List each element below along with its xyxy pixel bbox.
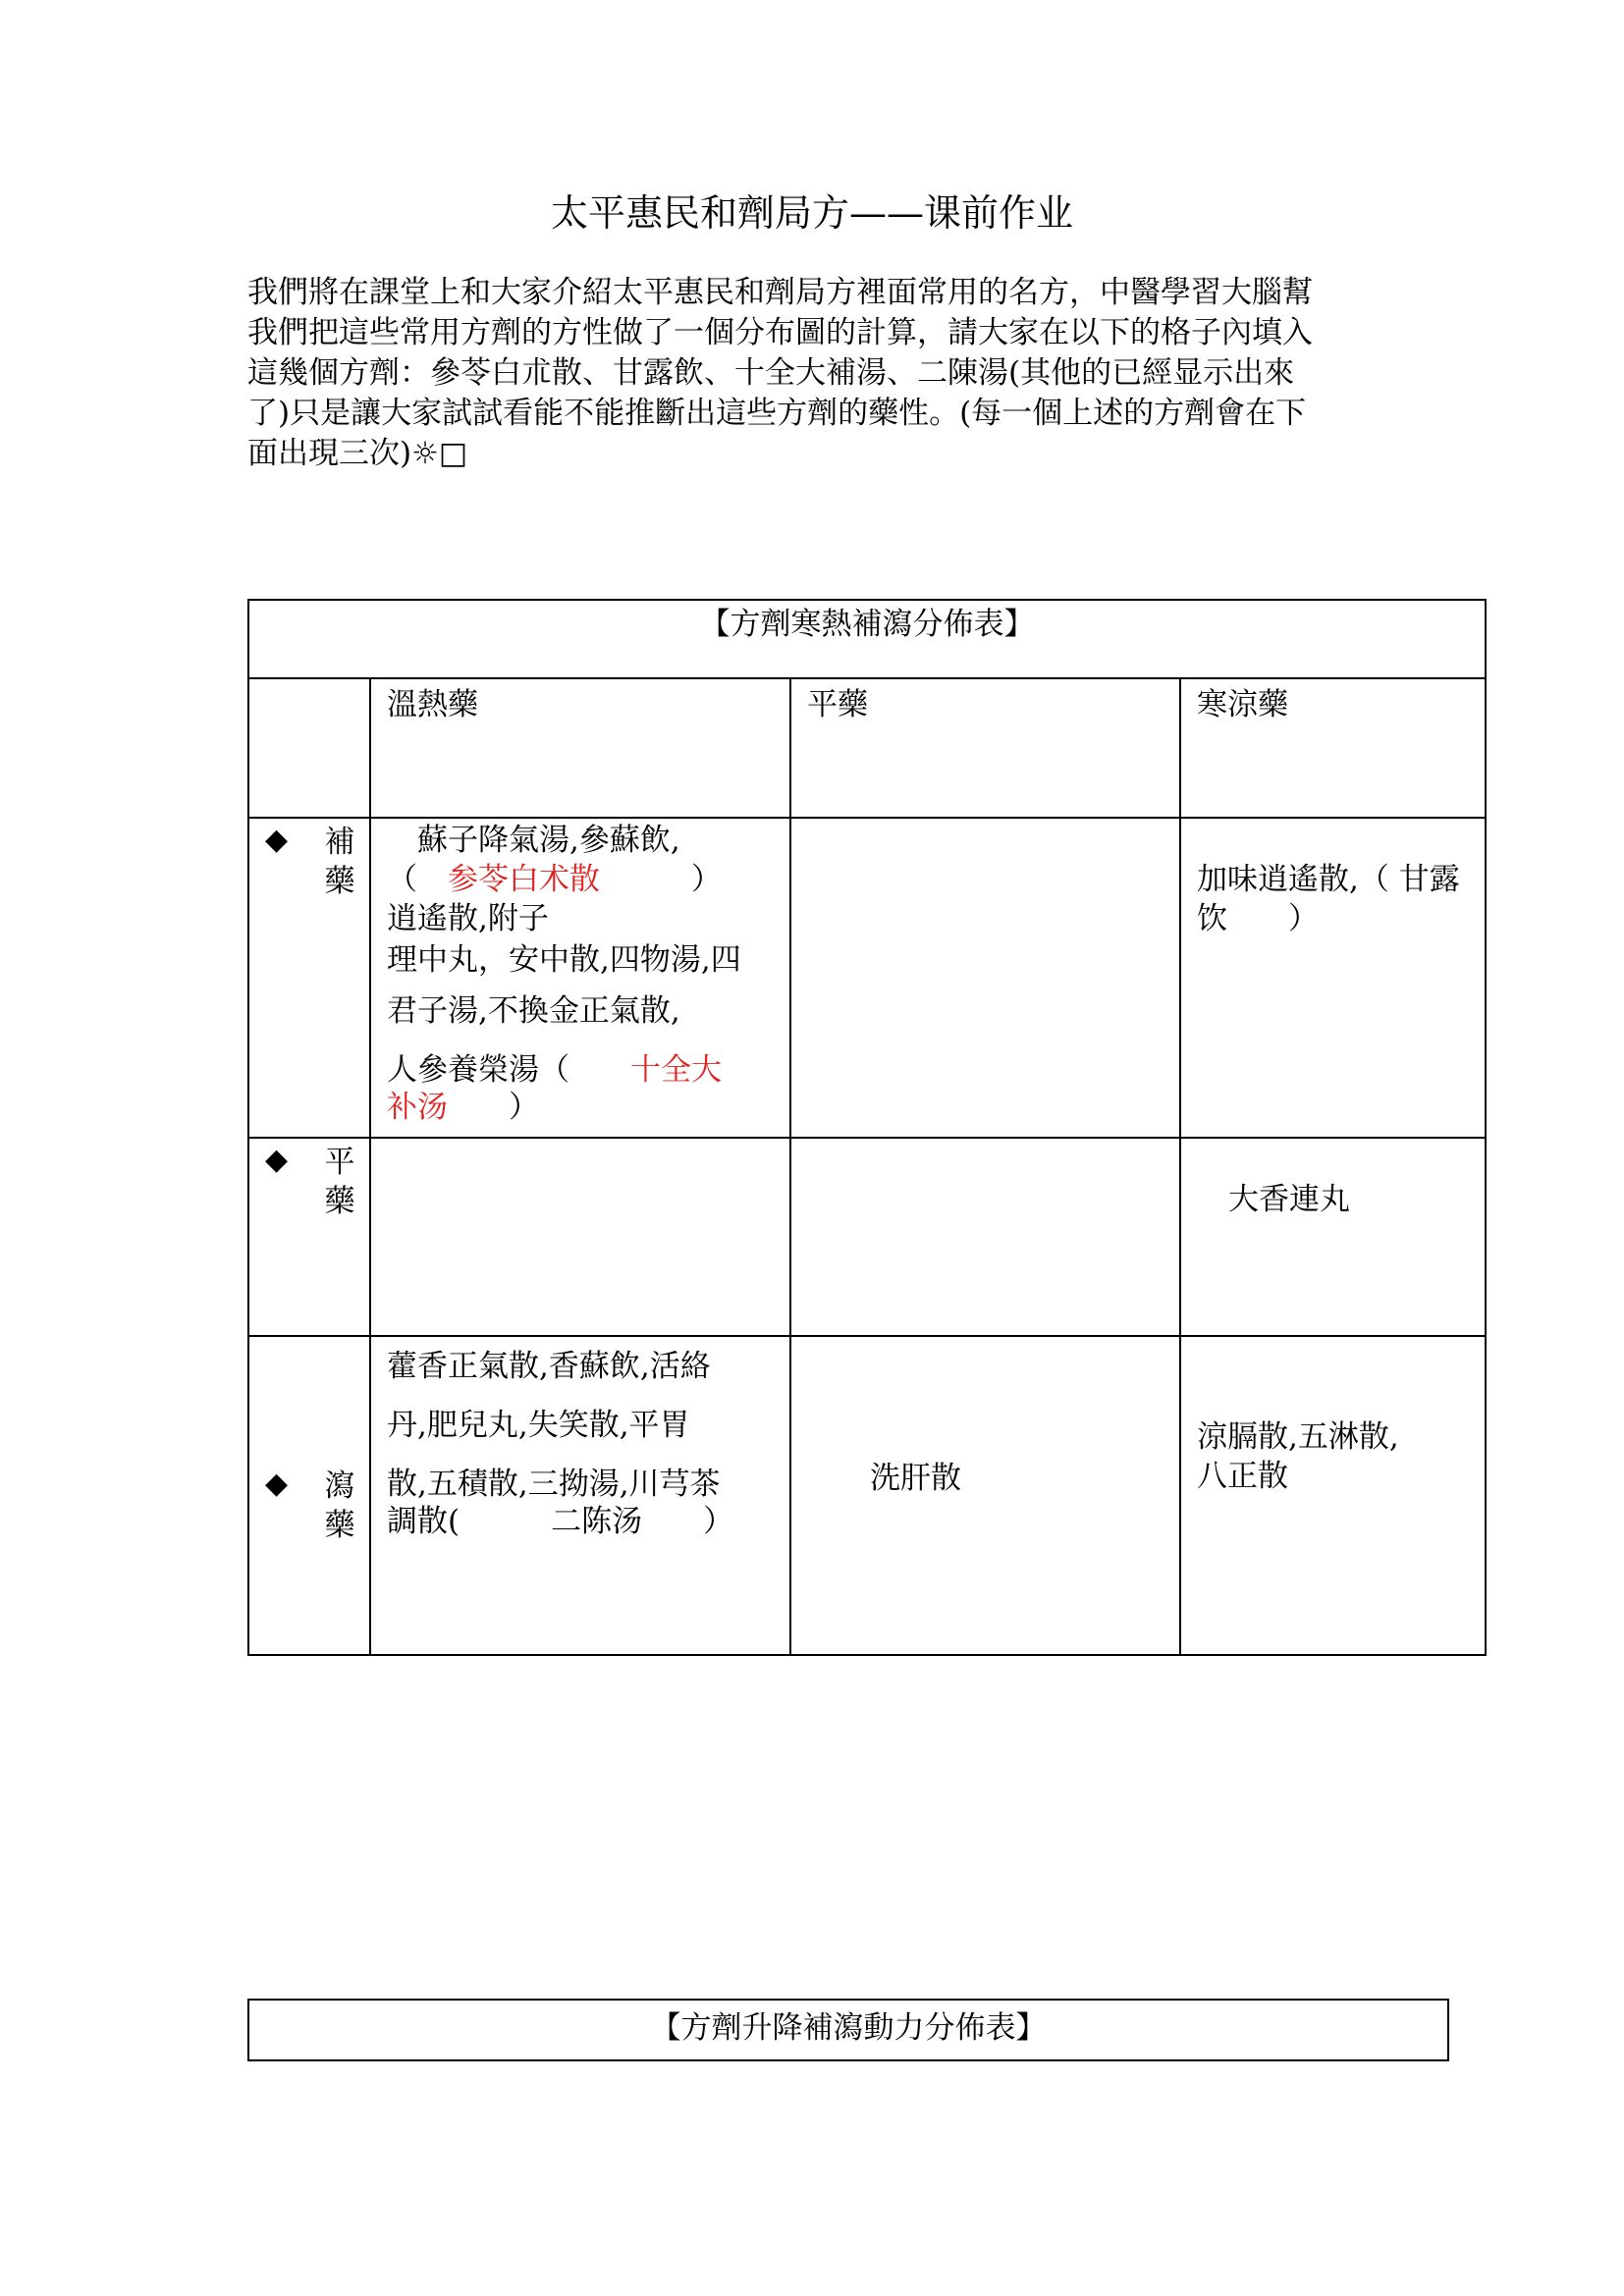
corner-cell xyxy=(248,678,370,818)
formula-distribution-table xyxy=(247,599,1487,1656)
page-title: 太平惠民和劑局方——课前作业 xyxy=(550,191,1073,235)
row-label-char: 藥 xyxy=(324,864,355,899)
cell-tonic-cold: 加味逍遙散,（ 甘露 饮 ） xyxy=(1180,818,1486,1138)
cell-neutral-cold: 大香連丸 xyxy=(1180,1138,1486,1336)
second-table-caption: 【方劑升降補瀉動力分佈表】 xyxy=(650,2010,1047,2046)
col-header-warm: 溫熱藥 xyxy=(370,678,790,818)
intro-line: 我們將在課堂上和大家介紹太平惠民和劑局方裡面常用的名方，中醫學習大腦幫 xyxy=(247,275,1313,310)
intro-line: 面出現三次)☼□ xyxy=(247,436,468,471)
second-table-caption-box xyxy=(247,1999,1449,2061)
cell-neutral-warm xyxy=(370,1138,790,1336)
row-label-tonic xyxy=(248,818,370,1138)
col-header-cold: 寒涼藥 xyxy=(1180,678,1486,818)
table-caption xyxy=(248,600,1486,678)
diamond-bullet-icon: ◆ xyxy=(265,823,289,857)
cell-purge-cold: 涼膈散,五淋散, 八正散 xyxy=(1180,1336,1486,1655)
row-label-char: 藥 xyxy=(324,1184,355,1219)
row-label-char: 補 xyxy=(324,825,355,860)
intro-line: 這幾個方劑：參苓白朮散、甘露飲、十全大補湯、二陳湯(其他的已經显示出來 xyxy=(247,355,1295,391)
row-label-purge xyxy=(248,1336,370,1655)
cell-neutral-neutral xyxy=(790,1138,1180,1336)
row-label-char: 瀉 xyxy=(324,1468,355,1504)
row-label-char: 平 xyxy=(324,1145,355,1180)
intro-line: 了)只是讓大家試試看能不能推斷出這些方劑的藥性。(每一個上述的方劑會在下 xyxy=(247,396,1307,431)
col-header-neutral: 平藥 xyxy=(790,678,1180,818)
diamond-bullet-icon: ◆ xyxy=(265,1143,289,1177)
row-label-char: 藥 xyxy=(324,1508,355,1543)
cell-tonic-neutral xyxy=(790,818,1180,1138)
cell-tonic-warm: 蘇子降氣湯,參蘇飲, （ 参苓白术散 ） 逍遙散,附子 理中丸，安中散,四物湯,四 君子湯,不換金正氣散, 人參養榮湯（ 十全大 补汤 ） xyxy=(370,818,790,1138)
answer-text: 参苓白术散 xyxy=(448,862,600,897)
cell-purge-warm: 藿香正氣散,香蘇飲,活絡 丹,肥兒丸,失笑散,平胃 散,五積散,三拗湯,川芎茶 調散( 二陈汤 ） xyxy=(370,1336,790,1655)
intro-paragraph xyxy=(247,273,1377,474)
intro-line: 我們把這些常用方劑的方性做了一個分布圖的計算，請大家在以下的格子內填入 xyxy=(247,315,1313,350)
diamond-bullet-icon: ◆ xyxy=(265,1467,289,1501)
table-caption-text: 【方劑寒熱補瀉分佈表】 xyxy=(699,607,1035,642)
cell-purge-neutral: 洗肝散 xyxy=(790,1336,1180,1655)
answer-text: 补汤 xyxy=(387,1090,448,1125)
answer-text: 十全大 xyxy=(630,1052,722,1088)
row-label-neutral xyxy=(248,1138,370,1336)
